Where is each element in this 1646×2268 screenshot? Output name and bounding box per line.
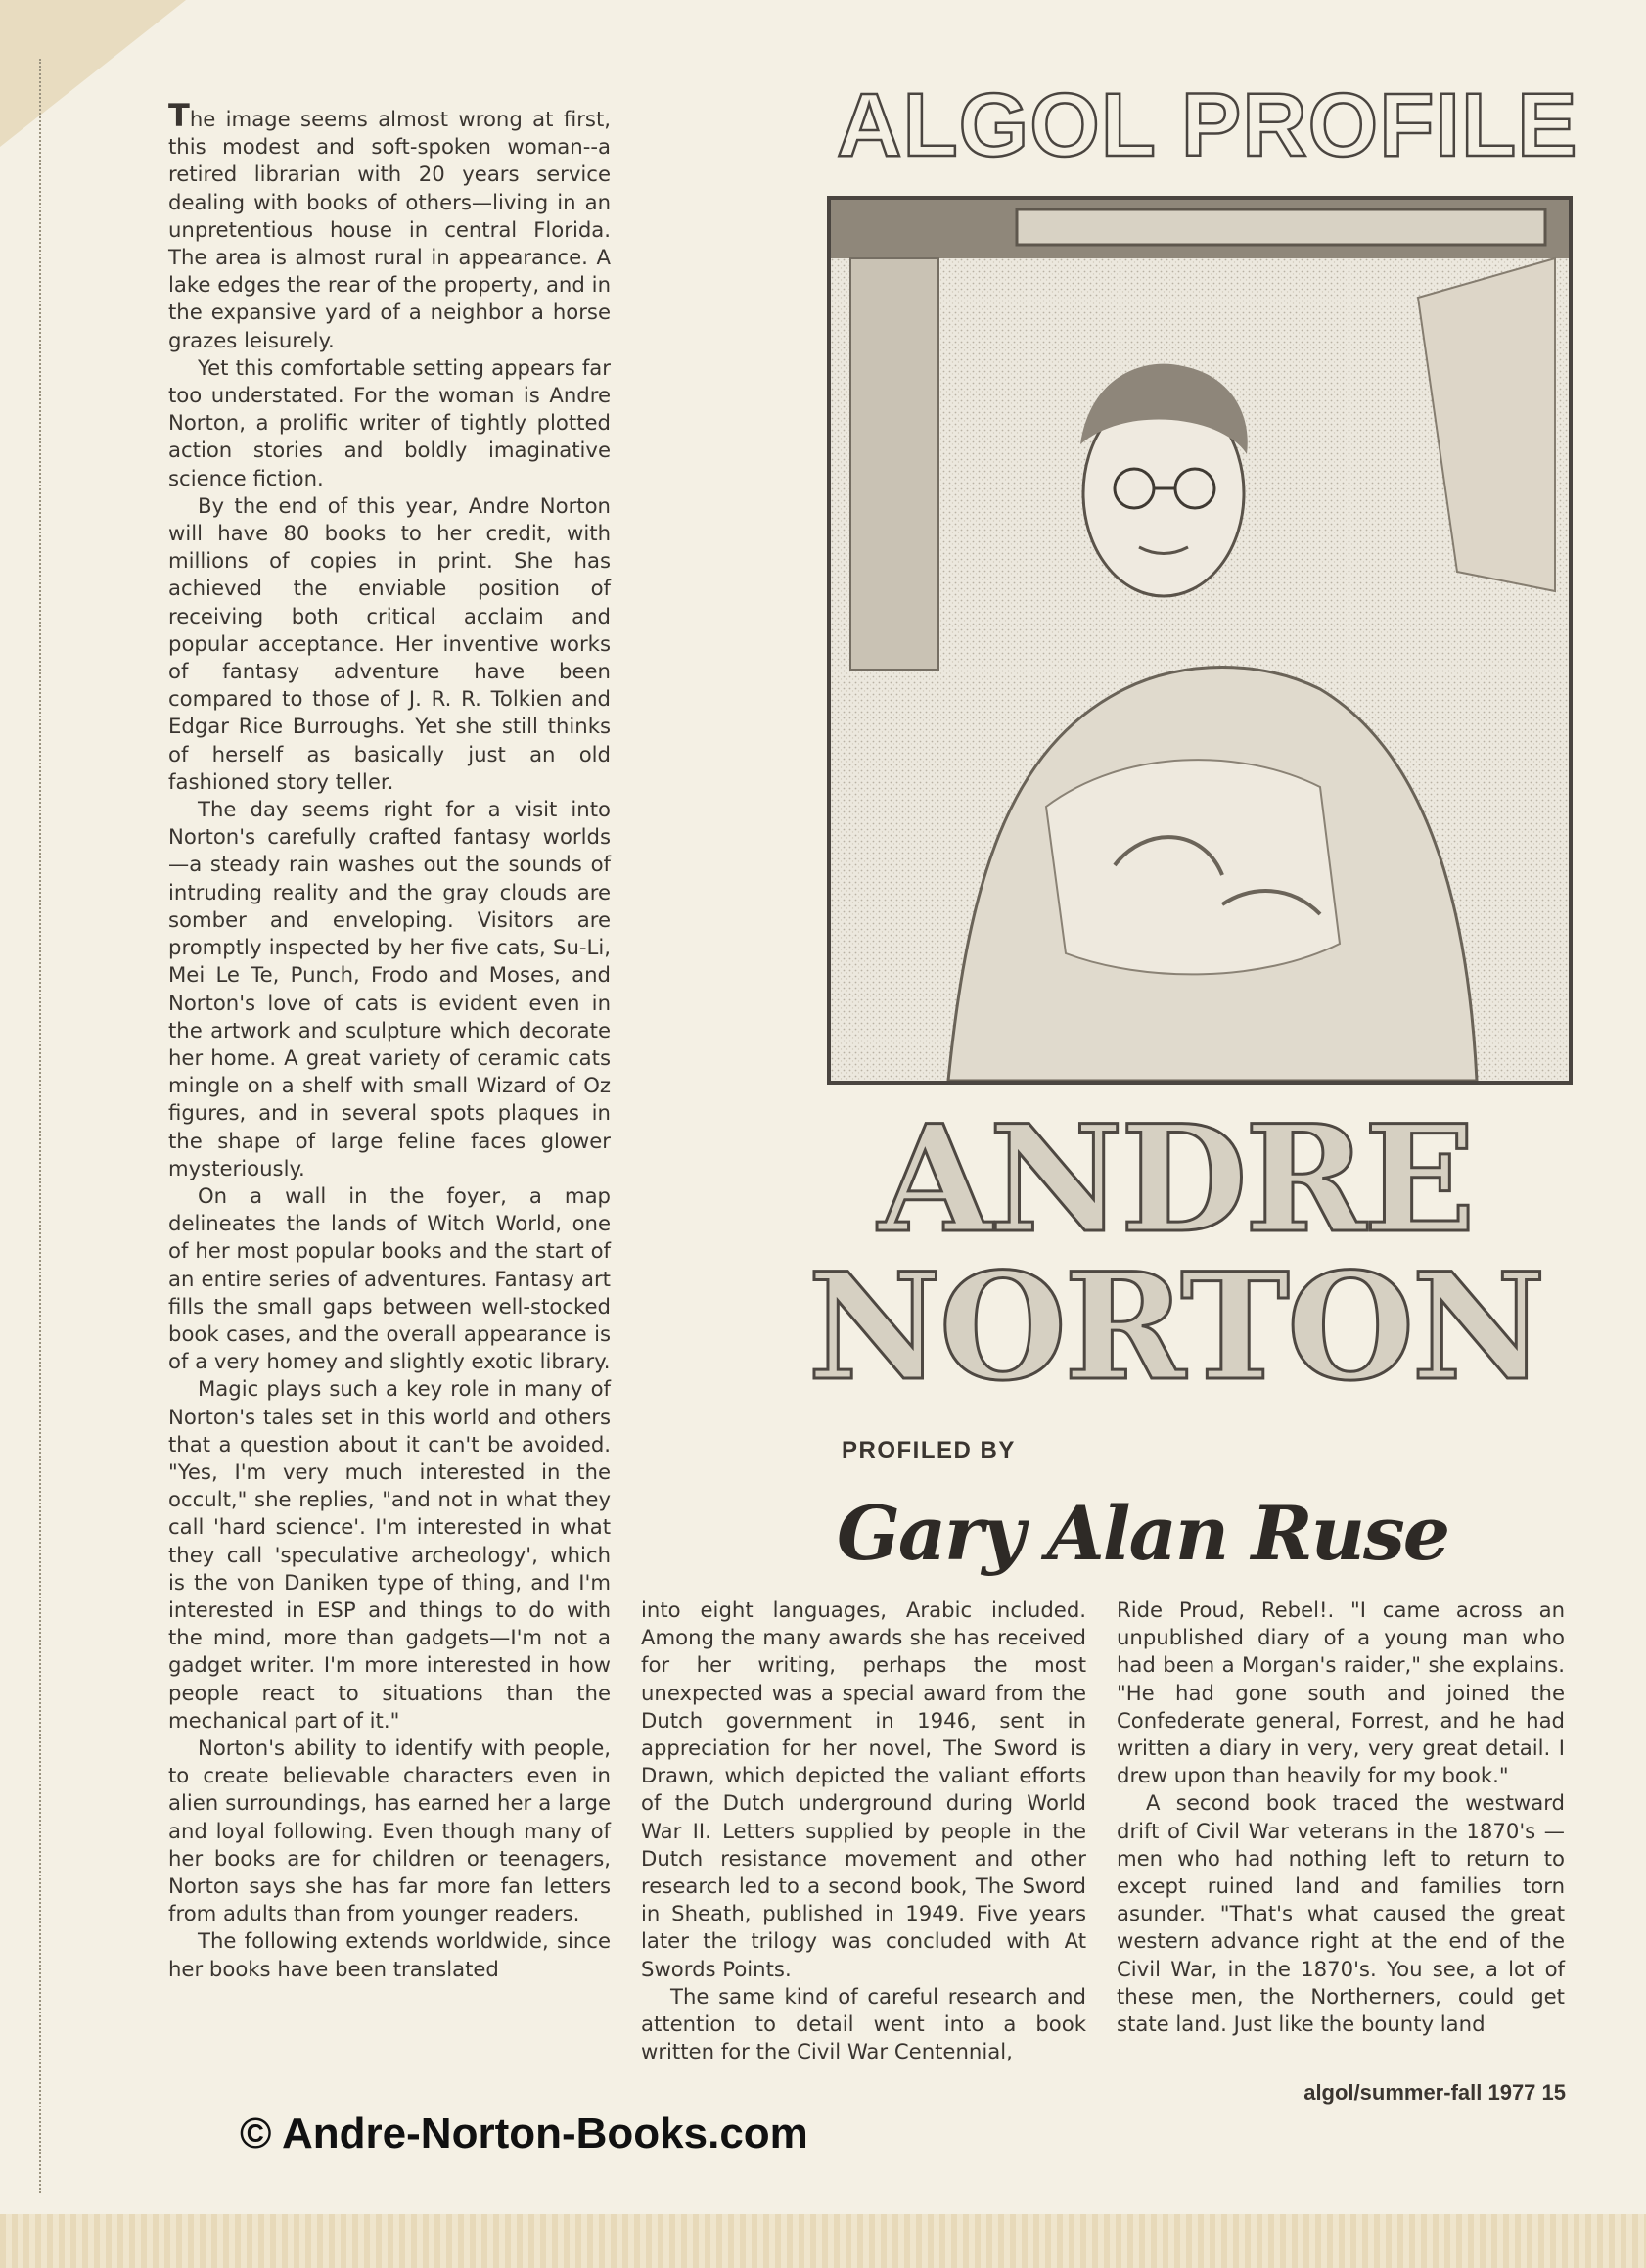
binding-edge (39, 59, 49, 2193)
page-bottom-edge (0, 2214, 1646, 2268)
article-paragraph: On a wall in the foyer, a map delineates the lands of Witch World, one of her most popular books and the start of an entire series of adventures. Fantasy art fills the small gaps between well-stocked book cases, and the overall appearance is of a very homey and slightly exotic library. (168, 1182, 611, 1374)
folded-corner (0, 0, 186, 147)
article-paragraph: into eight languages, Arabic included. Among the many awards she has received for her writing, perhaps the most unexpected was a special award from the Dutch government in 1946, sent in appreciation for her novel, The Sword is Drawn, which depicted the valiant efforts of the Dutch underground during World War II. Letters supplied by people in the Dutch resistance movement and other research led to a second book, The Sword in Sheath, published in 1949. Five years later the trilogy was concluded with At Swords Points. (641, 1597, 1086, 1981)
article-paragraph: The day seems right for a visit into Norton's carefully crafted fantasy worlds —a steady rain washes out the sounds of intruding reality and the gray clouds are somber and enveloping. Visitors are promptly inspected by her five cats, Su-Li, Mei Le Te, Punch, Frodo and Moses, and Norton's love of cats is evident even in the artwork and sculpture which decorate her home. A great variety of ceramic cats mingle on a shelf with small Wizard of Oz figures, and in several spots plaques in the shape of large feline faces glower mysteriously. (168, 797, 611, 1180)
section-title: ALGOL PROFILE (837, 75, 1578, 175)
portrait-photo (827, 196, 1573, 1085)
article-paragraph: Norton's ability to identify with people, to create believable characters even in alien surroundings, has earned her a large and loyal following. Even though many of her books are for children or teenagers, Norton says she has far more fan letters from adults than from younger readers. (168, 1735, 611, 1926)
article-paragraph: By the end of this year, Andre Norton will have 80 books to her credit, with millions of copies in print. She has achieved the enviable position of receiving both critical acclaim and popular acceptance. Her inventive works of fantasy adventure have been compared to those of J. R. R. Tolkien and Edgar Rice Burroughs. Yet she still thinks of herself as basically just an old fashioned story teller. (168, 492, 611, 794)
name-line: ANDRE (878, 1093, 1473, 1266)
page-footer: algol/summer-fall 1977 15 (1303, 2080, 1566, 2105)
article-column-2 (641, 1597, 1086, 2065)
byline-label: PROFILED BY (842, 1437, 1016, 1463)
article-column-3 (1117, 1597, 1565, 2038)
author-name: Gary Alan Ruse (837, 1490, 1449, 1577)
article-paragraph: The same kind of careful research and attention to detail went into a book written for the Civil War Centennial, (641, 1983, 1086, 2064)
article-paragraph: The image seems almost wrong at first, this modest and soft-spoken woman--a retired librarian with 20 years service dealing with books of others—living in an unpretentious house in central Florida. The area is almost rural in appearance. A lake edges the rear of the property, and in the expansive yard of a neighbor a horse grazes leisurely. (168, 97, 611, 352)
article-column-1 (168, 97, 611, 1983)
article-paragraph: The following extends worldwide, since her books have been translated (168, 1928, 611, 1981)
article-paragraph: Yet this comfortable setting appears far too understated. For the woman is Andre Norton, a prolific writer of tightly plotted action stories and boldly imaginative science fiction. (168, 354, 611, 490)
article-paragraph: A second book traced the westward drift of Civil War veterans in the 1870's —men who had nothing left to return to except ruined land and families torn asunder. "That's what caused the great western advance right at the end of the Civil War, in the 1870's. You see, a lot of these men, the Northerners, could get state land. Just like the bounty land (1117, 1790, 1565, 2037)
copyright-watermark: © Andre-Norton-Books.com (240, 2109, 808, 2157)
featured-name (778, 1093, 1573, 1413)
article-paragraph: Magic plays such a key role in many of Norton's tales set in this world and others that a question about it can't be avoided. "Yes, I'm very much interested in the occult," she replies, "and not in what they call 'hard science'. I'm interested in what they call 'speculative archeology', which is the von Daniken type of thing, and I'm interested in ESP and things to do with the mind, more than gadgets—I'm not a gadget writer. I'm more interested in how people react to situations than the mechanical part of it." (168, 1376, 611, 1733)
name-line: NORTON (807, 1241, 1543, 1413)
article-paragraph: Ride Proud, Rebel!. "I came across an unpublished diary of a young man who had been a Morgan's raider," she explains. "He had gone south and joined the Confederate general, Forrest, and he had written a diary in very, very great detail. I drew upon than heavily for my book." (1117, 1597, 1565, 1788)
